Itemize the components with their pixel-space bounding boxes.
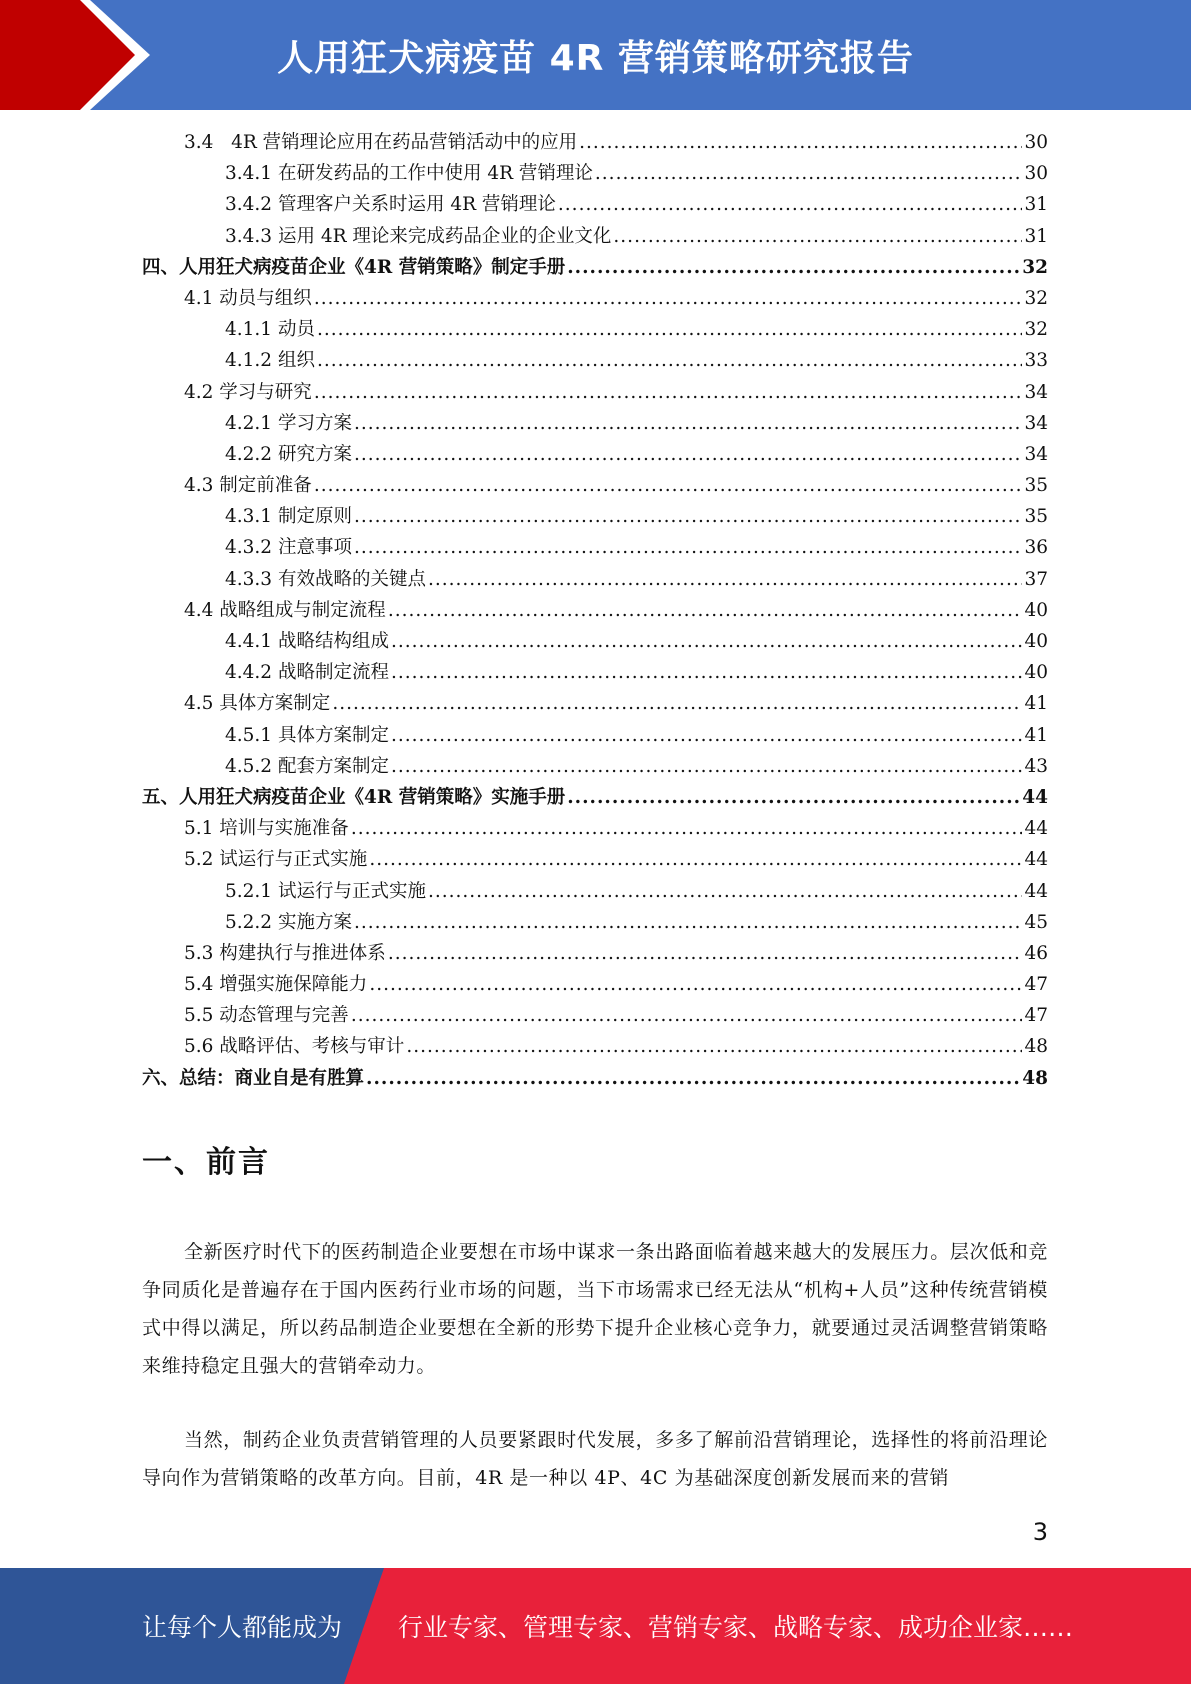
toc-dot-leader: [369, 849, 1022, 870]
section-heading: 一、前言: [142, 1145, 270, 1180]
toc-dot-leader: [317, 319, 1023, 340]
toc-entry-page: 31: [1024, 194, 1048, 216]
toc-entry-label: 4.3.1 制定原则: [225, 506, 352, 528]
toc-entry[interactable]: [142, 222, 1048, 253]
toc-entry[interactable]: [142, 346, 1048, 377]
page-header: [0, 0, 1191, 110]
toc-entry[interactable]: [142, 596, 1048, 627]
page-number: 3: [1032, 1518, 1048, 1546]
toc-entry-label: 五、人用狂犬病疫苗企业《4R 营销策略》实施手册: [142, 786, 566, 808]
toc-entry-label: 4.3.2 注意事项: [225, 537, 352, 559]
toc-entry[interactable]: [142, 190, 1048, 221]
toc-dot-leader: [314, 475, 1023, 496]
toc-entry-page: 32: [1024, 319, 1048, 341]
toc-entry-label: 4.3 制定前准备: [184, 475, 312, 497]
toc-dot-leader: [428, 881, 1022, 902]
toc-entry-page: 34: [1024, 412, 1048, 434]
toc-entry-label: 4.2.1 学习方案: [225, 412, 352, 434]
toc-dot-leader: [558, 194, 1023, 215]
toc-entry[interactable]: [142, 627, 1048, 658]
toc-entry-label: 4.1 动员与组织: [184, 287, 312, 309]
report-title: 人用狂犬病疫苗 4R 营销策略研究报告: [277, 37, 914, 79]
toc-entry[interactable]: [142, 814, 1048, 845]
toc-entry-page: 31: [1024, 225, 1048, 247]
toc-entry-page: 43: [1024, 755, 1048, 777]
toc-entry-page: 32: [1024, 287, 1048, 309]
toc-dot-leader: [317, 350, 1023, 371]
toc-entry-page: 41: [1024, 724, 1048, 746]
table-of-contents: [142, 128, 1048, 1095]
toc-dot-leader: [391, 756, 1022, 777]
toc-entry[interactable]: [142, 721, 1048, 752]
toc-dot-leader: [354, 912, 1023, 933]
toc-entry-page: 40: [1024, 662, 1048, 684]
toc-dot-leader: [354, 537, 1023, 558]
toc-entry[interactable]: [142, 658, 1048, 689]
toc-dot-leader: [391, 725, 1022, 746]
toc-dot-leader: [332, 693, 1022, 714]
toc-entry-label: 3.4.3 运用 4R 理论来完成药品企业的企业文化: [225, 225, 612, 247]
toc-dot-leader: [613, 226, 1022, 247]
footer-slogan-right: 行业专家、管理专家、营销专家、战略专家、成功企业家……: [398, 1613, 1074, 1642]
toc-entry-page: 33: [1024, 350, 1048, 372]
toc-dot-leader: [428, 569, 1022, 590]
toc-dot-leader: [354, 444, 1023, 465]
toc-entry[interactable]: [142, 253, 1048, 284]
toc-dot-leader: [406, 1036, 1022, 1057]
toc-entry-page: 37: [1024, 568, 1048, 590]
toc-entry-page: 30: [1024, 163, 1048, 185]
footer-slogan-left: 让每个人都能成为: [142, 1613, 343, 1642]
toc-entry-page: 44: [1024, 849, 1048, 871]
toc-entry[interactable]: [142, 502, 1048, 533]
toc-entry[interactable]: [142, 315, 1048, 346]
toc-dot-leader: [567, 787, 1020, 808]
toc-dot-leader: [595, 163, 1023, 184]
toc-entry-page: 40: [1024, 631, 1048, 652]
toc-entry-page: 40: [1024, 599, 1048, 621]
toc-entry-label: 5.2 试运行与正式实施: [184, 849, 368, 871]
toc-dot-leader: [354, 506, 1023, 527]
toc-dot-leader: [567, 257, 1020, 278]
toc-entry[interactable]: [142, 689, 1048, 720]
toc-entry-label: 六、总结：商业自是有胜算: [142, 1067, 365, 1089]
toc-entry[interactable]: [142, 471, 1048, 502]
toc-entry-label: 4.2 学习与研究: [184, 381, 312, 403]
toc-entry[interactable]: [142, 845, 1048, 876]
toc-entry[interactable]: [142, 970, 1048, 1001]
toc-dot-leader: [366, 1068, 1020, 1089]
body-paragraph: 当然，制药企业负责营销管理的人员要紧跟时代发展，多多了解前沿营销理论，选择性的将前沿理论导向作为营销策略的改革方向。目前，4R 是一种以 4P、4C 为基础深度创新发展而来的营销: [142, 1429, 1048, 1489]
toc-entry-page: 47: [1024, 1005, 1048, 1027]
toc-dot-leader: [351, 1005, 1023, 1026]
toc-entry-label: 4.1.2 组织: [225, 350, 315, 372]
toc-entry-page: 32: [1022, 256, 1048, 278]
header-arrow-decoration: [0, 0, 160, 110]
toc-entry-page: 36: [1024, 537, 1048, 559]
toc-entry[interactable]: [142, 440, 1048, 471]
toc-entry-label: 5.1 培训与实施准备: [184, 818, 349, 840]
toc-entry-label: 4.2.2 研究方案: [225, 443, 352, 465]
page-footer: [0, 1568, 1191, 1684]
toc-entry-label: 四、人用狂犬病疫苗企业《4R 营销策略》制定手册: [142, 256, 566, 278]
toc-entry[interactable]: [142, 1032, 1048, 1063]
toc-entry-label: 5.5 动态管理与完善: [184, 1005, 349, 1027]
toc-entry-label: 3.4.2 管理客户关系时运用 4R 营销理论: [225, 194, 556, 216]
toc-entry-page: 41: [1024, 693, 1048, 715]
toc-entry[interactable]: [142, 565, 1048, 596]
toc-dot-leader: [579, 132, 1022, 153]
toc-entry[interactable]: [142, 908, 1048, 939]
toc-dot-leader: [391, 631, 1022, 652]
toc-dot-leader: [388, 600, 1023, 621]
toc-entry-label: 4.5.2 配套方案制定: [225, 755, 389, 777]
toc-entry-label: 4.4 战略组成与制定流程: [184, 599, 386, 621]
toc-dot-leader: [354, 413, 1023, 434]
toc-entry-label: 5.3 构建执行与推进体系: [184, 942, 386, 964]
toc-entry[interactable]: [142, 1001, 1048, 1032]
body-paragraph: 全新医疗时代下的医药制造企业要想在市场中谋求一条出路面临着越来越大的发展压力。层次低和竞争同质化是普遍存在于国内医药行业市场的问题，当下市场需求已经无法从“机构+人员”这种传统营销模式中得以满足，所以药品制造企业要想在全新的形势下提升企业核心竞争力，就要通过灵活调整营销策略来维持稳定且强大的营销牵动力。: [142, 1241, 1048, 1377]
toc-entry[interactable]: [142, 159, 1048, 190]
toc-entry[interactable]: [142, 1064, 1048, 1095]
toc-entry[interactable]: [142, 783, 1048, 814]
toc-entry-label: 5.4 增强实施保障能力: [184, 974, 368, 996]
toc-entry-label: 4.5 具体方案制定: [184, 693, 331, 715]
toc-dot-leader: [351, 818, 1023, 839]
toc-entry-label: 4.1.1 动员: [225, 319, 315, 341]
toc-dot-leader: [314, 288, 1023, 309]
toc-entry-page: 34: [1024, 443, 1048, 465]
toc-entry-page: 30: [1024, 132, 1048, 153]
toc-entry[interactable]: [142, 939, 1048, 970]
toc-dot-leader: [388, 943, 1023, 964]
toc-entry[interactable]: [142, 284, 1048, 315]
toc-entry-label: 4.3.3 有效战略的关键点: [225, 568, 426, 590]
toc-entry-page: 45: [1024, 911, 1048, 933]
toc-entry-label: 5.2.2 实施方案: [225, 911, 352, 933]
toc-entry[interactable]: [142, 128, 1048, 159]
toc-entry-page: 35: [1024, 475, 1048, 497]
toc-entry[interactable]: [142, 409, 1048, 440]
toc-entry-label: 3.4.1 在研发药品的工作中使用 4R 营销理论: [225, 163, 593, 185]
toc-dot-leader: [369, 974, 1022, 995]
toc-entry-page: 44: [1024, 880, 1048, 902]
toc-entry-page: 47: [1024, 974, 1048, 996]
toc-entry-page: 35: [1024, 506, 1048, 528]
toc-entry[interactable]: [142, 378, 1048, 409]
toc-entry-page: 44: [1022, 786, 1048, 808]
toc-entry-page: 48: [1022, 1067, 1048, 1089]
toc-entry-page: 48: [1024, 1036, 1048, 1058]
toc-dot-leader: [391, 662, 1022, 683]
toc-dot-leader: [314, 382, 1023, 403]
toc-entry-label: 4.5.1 具体方案制定: [225, 724, 389, 746]
toc-entry-page: 46: [1024, 942, 1048, 964]
toc-entry[interactable]: [142, 533, 1048, 564]
toc-entry[interactable]: [142, 877, 1048, 908]
toc-entry-page: 44: [1024, 818, 1048, 840]
toc-entry-label: 4.4.1 战略结构组成: [225, 631, 389, 652]
toc-entry-label: 3.4 4R 营销理论应用在药品营销活动中的应用: [184, 132, 578, 153]
toc-entry-page: 34: [1024, 381, 1048, 403]
toc-entry-label: 5.2.1 试运行与正式实施: [225, 880, 426, 902]
toc-entry[interactable]: [142, 752, 1048, 783]
toc-entry-label: 5.6 战略评估、考核与审计: [184, 1036, 405, 1058]
toc-entry-label: 4.4.2 战略制定流程: [225, 662, 389, 684]
